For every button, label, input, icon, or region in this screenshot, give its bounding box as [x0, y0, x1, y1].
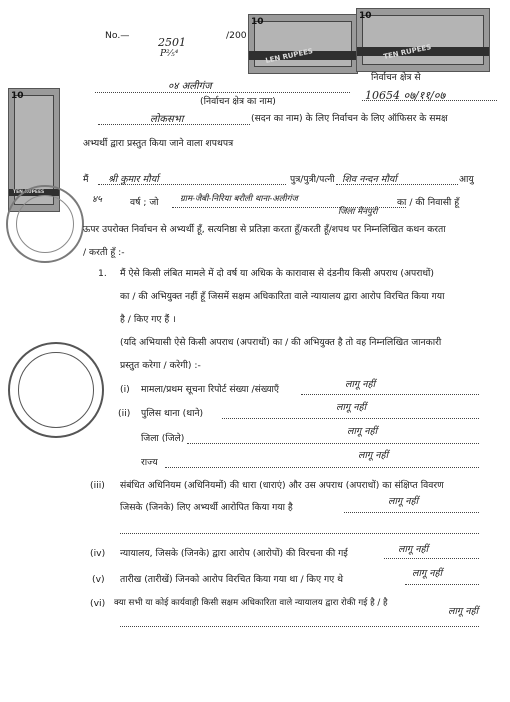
serial-number-value: 2501	[158, 36, 186, 49]
notary-seal-bottom	[8, 342, 104, 438]
field-state-value: लागू नहीं	[358, 450, 389, 461]
item-iv-number: (iv)	[90, 548, 106, 559]
constituency-name-value: ०४ अलीगंज	[168, 81, 212, 92]
item-iv-label: न्यायालय, जिसके (जिनके) द्वारा आरोप (आरोपों) की विरचना की गई	[120, 548, 348, 559]
years-label: वर्ष ; जो	[130, 197, 159, 208]
age-label: आयु	[459, 174, 474, 185]
constituency-number-value: 10654 ०७/११/०७	[365, 89, 446, 102]
item-1-line-1: मैं ऐसे किसी लंबित मामले में दो वर्ष या अधिक के कारावास से दंडनीय किसी अपराध (अपराधों)	[120, 268, 434, 279]
oath-line-1: ऊपर उपरोक्त निर्वाचन से अभ्यर्थी हूँ, सत्यनिष्ठा से प्रतिज्ञा करता हूँ/करती हूँ/शपथ पर निम्नलिखित कथन करता	[83, 224, 446, 235]
father-name: शिव नन्दन मौर्या	[342, 174, 397, 185]
affidavit-intro: अभ्यर्थी द्वारा प्रस्तुत किया जाने वाला शपथपत्र	[83, 138, 234, 149]
candidate-name: श्री कुमार मौर्या	[108, 174, 159, 185]
house-name-label: (सदन का नाम) के लिए निर्वाचन के लिए ऑफिसर के समक्ष	[251, 113, 448, 124]
field-state-label: राज्य	[141, 457, 158, 468]
item-iv-value: लागू नहीं	[398, 544, 429, 555]
year-fragment: /200	[226, 30, 247, 41]
resident-label: का / की निवासी हूँ	[397, 197, 460, 208]
item-iii-number: (iii)	[90, 480, 105, 491]
notary-seal-top	[6, 185, 84, 263]
field-ii-value: लागू नहीं	[336, 402, 367, 413]
item-iii-value: लागू नहीं	[388, 496, 419, 507]
field-ii-label: पुलिस थाना (थाने)	[141, 408, 204, 419]
house-name-value: लोकसभा	[150, 114, 184, 125]
constituency-number-label: निर्वाचन क्षेत्र से	[371, 72, 421, 83]
revenue-stamp-1: 10 LEN RUPEES	[248, 14, 358, 74]
candidate-prefix: मैं	[83, 174, 89, 185]
revenue-stamp-2: 10 TEN RUPEES	[356, 8, 490, 72]
age-value: ४५	[92, 194, 102, 205]
address-value: ग्राम-जैबी-निरिया बरौली थाना-अलीगंज	[180, 194, 298, 204]
item-v-number: (v)	[92, 574, 105, 585]
item-v-value: लागू नहीं	[412, 568, 443, 579]
item-vi-number: (vi)	[90, 598, 106, 609]
item-vi-label: क्या सभी या कोई कार्यवाही किसी सक्षम अधिकारिता वाले न्यायालय द्वारा रोकी गई है / है	[114, 598, 388, 608]
field-i-value: लागू नहीं	[345, 379, 376, 390]
serial-number-label: No.—	[105, 30, 130, 41]
item-1-line-5: प्रस्तुत करेगा / करेगी) :-	[120, 360, 201, 371]
relation-label: पुत्र/पुत्री/पत्नी	[290, 174, 335, 185]
field-i-number: (i)	[120, 384, 130, 395]
item-v-label: तारीख (तारीखें) जिनको आरोप विरचित किया गया था / किए गए थे	[120, 574, 344, 585]
field-district-value: लागू नहीं	[347, 426, 378, 437]
field-i-label: मामला/प्रथम सूचना रिपोर्ट संख्या /संख्याएँ	[141, 384, 279, 395]
item-iii-line-2: जिसके (जिनके) लिए अभ्यर्थी आरोपित किया गया है	[120, 502, 293, 513]
field-ii-number: (ii)	[118, 408, 131, 419]
constituency-name-label: (निर्वाचन क्षेत्र का नाम)	[200, 96, 276, 107]
item-1-number: 1.	[98, 268, 107, 279]
serial-note: P²⁄₅⁴	[160, 49, 179, 59]
item-1-line-2: का / की अभियुक्त नहीं हूँ जिसमें सक्षम अधिकारिता वाले न्यायालय द्वारा आरोप विरचित किया गया	[120, 291, 445, 302]
item-1-line-3: है / किए गए हैं ।	[120, 314, 176, 325]
item-iii-line-1: संबंधित अधिनियम (अधिनियमों) की धारा (धाराएं) और उस अपराध (अपराधों) का संक्षिप्त विवरण	[120, 480, 444, 491]
revenue-stamp-3: 10 TEN RUPEES	[8, 88, 60, 212]
item-1-line-4: (यदि अभियासी ऐसे किसी अपराध (अपराधों) का / की अभियुक्त है तो वह निम्नलिखित जानकारी	[120, 337, 442, 348]
oath-line-2: / करती हूँ :-	[83, 247, 125, 258]
item-vi-value: लागू नहीं	[448, 606, 479, 617]
field-district-label: जिला (जिले)	[141, 433, 185, 444]
district-value: जिला मैनपुरी	[338, 207, 378, 217]
